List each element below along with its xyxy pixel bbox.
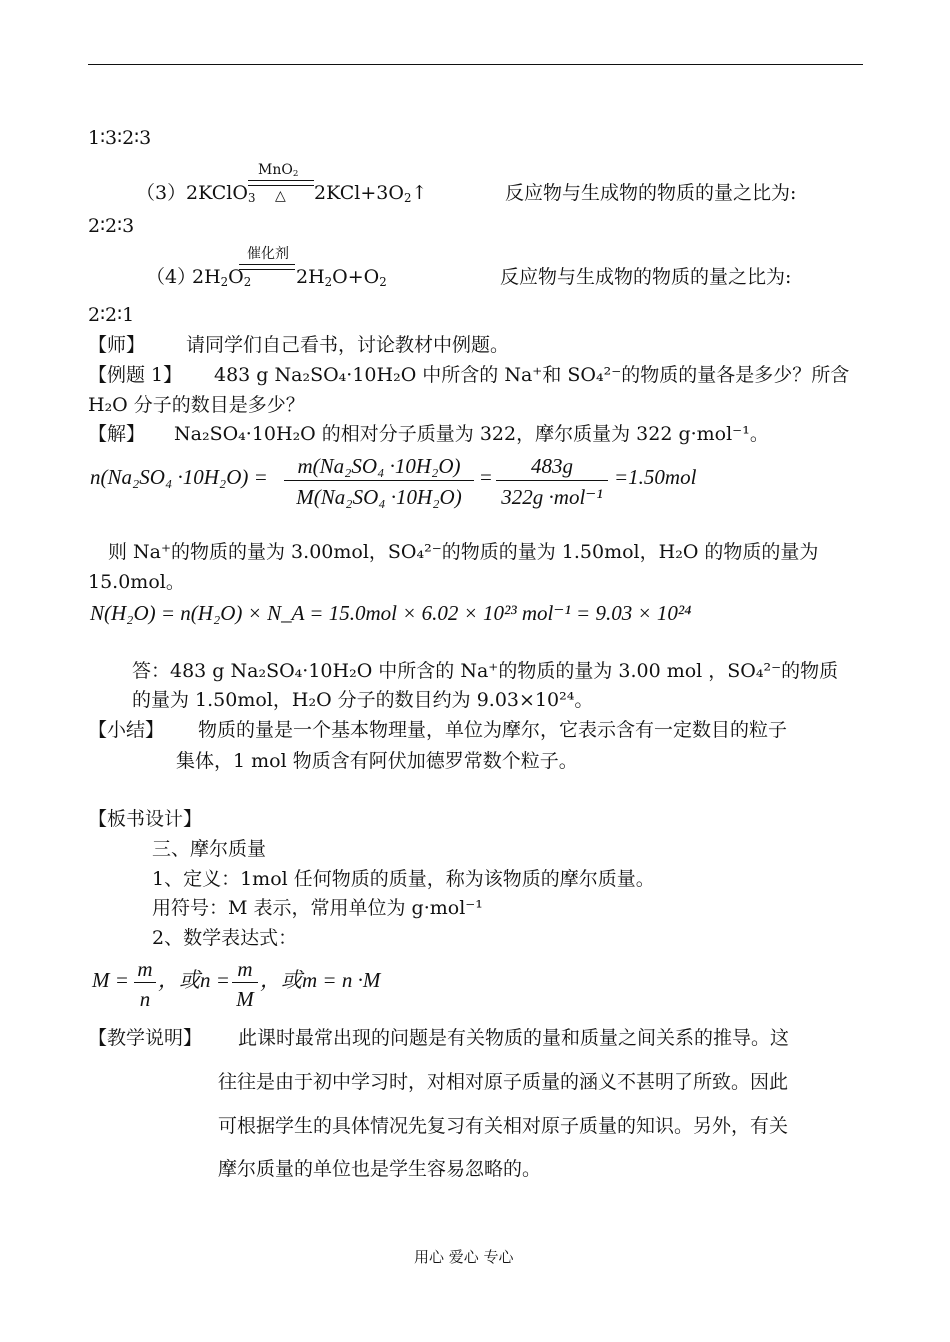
teacher-text: 请同学们自己看书，讨论教材中例题。 [186, 334, 510, 356]
eq4-label: （4） [146, 266, 197, 288]
board-section-title: 三、摩尔质量 [152, 838, 267, 860]
formula1-mass-bar [496, 480, 608, 481]
formula3-m-equals: M = [92, 968, 129, 992]
eq4-products: $2H_2O+O_2$ [296, 266, 387, 289]
formula1-denominator: M(Na₂SO₄ ·10H₂O) [296, 485, 462, 509]
formula3-a-denominator: n [139, 987, 151, 1011]
header-rule [88, 64, 863, 65]
board-symbol: 用符号：M 表示，常用单位为 g·mol⁻¹ [152, 897, 483, 919]
board-expression-heading: 2、数学表达式： [152, 927, 298, 949]
eq4-equals-sign [239, 264, 295, 270]
summary-line1: 物质的量是一个基本物理量，单位为摩尔，它表示含有一定数目的粒子 [198, 719, 788, 741]
page-footer: 用心 爱心 专心 [414, 1248, 514, 1266]
example-question-line2: H₂O 分子的数目是多少？ [88, 394, 305, 416]
eq4-catalyst: 催化剂 [247, 246, 289, 262]
formula3-a-bar [134, 982, 156, 983]
eq3-equals-sign [248, 180, 314, 186]
formula1-result: =1.50mol [614, 465, 697, 489]
result-line1: 则 Na⁺的物质的量为 3.00mol，SO₄²⁻的物质的量为 1.50mol，H₂O 的物质的量为 [108, 541, 819, 563]
notes-line1: 此课时最常出现的问题是有关物质的量和质量之间关系的推导。这 [238, 1027, 790, 1049]
answer-line1: 答：483 g Na₂SO₄·10H₂O 中所含的 Na⁺的物质的量为 3.00 mol ，SO₄²⁻的物质 [132, 660, 839, 682]
result-line2: 15.0mol。 [88, 571, 185, 593]
formula1-numerator: m(Na₂SO₄ ·10H₂O) [297, 454, 461, 478]
notes-tag: 【教学说明】 [88, 1027, 203, 1049]
formula3-sep1: ，或n = [158, 968, 230, 992]
eq3-reactant: 2KClO$_3$ [186, 182, 256, 205]
ratio-line-4: 2∶2∶1 [88, 304, 135, 326]
example-question-line1: 483 g Na₂SO₄·10H₂O 中所含的 Na⁺和 SO₄²⁻的物质的量各是多少？所含 [214, 364, 850, 386]
formula1-mass-denominator: 322g ·mol⁻¹ [501, 485, 603, 509]
eq3-heat-condition: △ [275, 188, 286, 204]
eq3-label: （3） [136, 182, 187, 204]
solution-text: Na₂SO₄·10H₂O 的相对分子质量为 322，摩尔质量为 322 g·mol⁻¹。 [174, 423, 769, 445]
formula1-mass-numerator: 483g [531, 454, 573, 478]
ratio-line-3: 2∶2∶3 [88, 215, 135, 237]
formula3-sep2: ，或m = n ·M [260, 968, 381, 992]
eq4-reactant: $2H_2O_2$ [192, 266, 252, 289]
board-definition: 1、定义：1mol 任何物质的质量，称为该物质的摩尔质量。 [152, 868, 655, 890]
notes-line4: 摩尔质量的单位也是学生容易忽略的。 [218, 1158, 542, 1180]
eq4-description: 反应物与生成物的物质的量之比为: [500, 266, 792, 288]
formula1-fraction-bar [284, 480, 474, 481]
eq3-catalyst: MnO$_2$ [258, 162, 299, 180]
eq3-description: 反应物与生成物的物质的量之比为: [505, 182, 797, 204]
formula3-b-numerator: m [237, 957, 253, 981]
formula1-equals: = [480, 465, 492, 489]
solution-tag: 【解】 [88, 423, 146, 445]
answer-line2: 的量为 1.50mol，H₂O 分子的数目约为 9.03×10²⁴。 [132, 689, 594, 711]
eq3-products: $2KCl+3O_2↑$ [314, 182, 428, 205]
teacher-tag: 【师】 [88, 334, 146, 356]
notes-line3: 可根据学生的具体情况先复习有关相对原子质量的知识。另外，有关 [218, 1115, 789, 1137]
notes-line2: 往往是由于初中学习时，对相对原子质量的涵义不甚明了所致。因此 [218, 1071, 789, 1093]
summary-line2: 集体，1 mol 物质含有阿伏加德罗常数个粒子。 [176, 750, 578, 772]
formula3-b-bar [232, 982, 258, 983]
formula3-a-numerator: m [137, 957, 153, 981]
formula3-b-denominator: M [236, 987, 254, 1011]
ratio-line-1: 1∶3∶2∶3 [88, 127, 152, 149]
summary-tag: 【小结】 [88, 719, 165, 741]
formula1-lhs: n(Na₂SO₄ ·10H₂O) = [90, 465, 268, 489]
molecule-count-formula: N(H₂O) = n(H₂O) × N_A = 15.0mol × 6.02 × 10²³ mol⁻¹ = 9.03 × 10²⁴ [90, 601, 692, 625]
example-tag: 【例题 1】 [88, 364, 183, 386]
board-design-tag: 【板书设计】 [88, 808, 203, 830]
